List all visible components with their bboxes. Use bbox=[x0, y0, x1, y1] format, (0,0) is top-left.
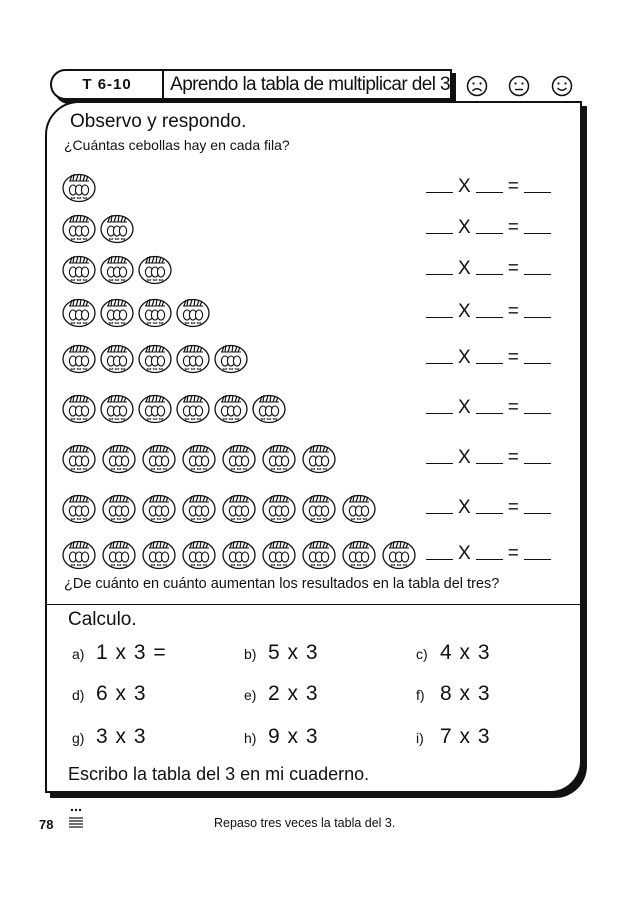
onion-icon bbox=[62, 394, 96, 424]
answer-blank[interactable] bbox=[476, 361, 503, 364]
onion-icon bbox=[100, 214, 134, 244]
calc-item-label: d) bbox=[72, 687, 85, 703]
onion-icon bbox=[138, 344, 172, 374]
calc-item-label: h) bbox=[244, 730, 257, 746]
answer-blank[interactable] bbox=[476, 231, 503, 234]
equals-sign: = bbox=[507, 217, 519, 238]
onion-icon bbox=[182, 540, 216, 570]
onion-icon bbox=[214, 344, 248, 374]
multiplication-equation bbox=[426, 543, 551, 565]
onion-row bbox=[62, 344, 442, 374]
calc-item-label: a) bbox=[72, 646, 85, 662]
onion-icon bbox=[182, 494, 216, 524]
answer-blank[interactable] bbox=[476, 272, 503, 275]
times-sign: X bbox=[458, 447, 471, 468]
calc-title: Calculo. bbox=[68, 609, 137, 630]
multiplication-equation bbox=[426, 217, 551, 239]
answer-blank[interactable] bbox=[426, 411, 453, 414]
onion-icon bbox=[176, 298, 210, 328]
onion-row bbox=[62, 214, 442, 244]
answer-blank[interactable] bbox=[476, 190, 503, 193]
onion-icon bbox=[214, 394, 248, 424]
onion-icon bbox=[100, 394, 134, 424]
answer-blank[interactable] bbox=[524, 272, 551, 275]
onion-icon bbox=[102, 494, 136, 524]
answer-blank[interactable] bbox=[426, 361, 453, 364]
neutral-face-icon[interactable] bbox=[508, 75, 530, 97]
times-sign: X bbox=[458, 397, 471, 418]
multiplication-equation bbox=[426, 258, 551, 280]
equals-sign: = bbox=[507, 497, 519, 518]
onion-icon bbox=[100, 344, 134, 374]
answer-blank[interactable] bbox=[426, 231, 453, 234]
onion-row bbox=[62, 494, 442, 524]
onion-icon bbox=[382, 540, 416, 570]
answer-blank[interactable] bbox=[476, 315, 503, 318]
times-sign: X bbox=[458, 347, 471, 368]
multiplication-equation bbox=[426, 497, 551, 519]
divider bbox=[47, 604, 580, 605]
onion-icon bbox=[62, 494, 96, 524]
onion-icon bbox=[142, 494, 176, 524]
onion-icon bbox=[342, 494, 376, 524]
calc-item-expression: 2 x 3 bbox=[268, 682, 319, 705]
onion-icon bbox=[142, 444, 176, 474]
calc-item bbox=[244, 641, 319, 665]
happy-face-icon[interactable] bbox=[551, 75, 573, 97]
onion-icon bbox=[102, 540, 136, 570]
calc-item-label: g) bbox=[72, 730, 85, 746]
onion-icon bbox=[302, 494, 336, 524]
calc-item-label: i) bbox=[416, 730, 424, 746]
equals-sign: = bbox=[507, 258, 519, 279]
abacus-icon bbox=[68, 806, 84, 832]
onion-row bbox=[62, 298, 442, 328]
onion-icon bbox=[182, 444, 216, 474]
answer-blank[interactable] bbox=[476, 461, 503, 464]
equals-sign: = bbox=[507, 347, 519, 368]
answer-blank[interactable] bbox=[426, 190, 453, 193]
multiplication-equation bbox=[426, 397, 551, 419]
multiplication-equation bbox=[426, 301, 551, 323]
section-question: ¿Cuántas cebollas hay en cada fila? bbox=[64, 137, 290, 153]
onion-row bbox=[62, 394, 442, 424]
answer-blank[interactable] bbox=[524, 315, 551, 318]
onion-row bbox=[62, 255, 442, 285]
answer-blank[interactable] bbox=[476, 411, 503, 414]
answer-blank[interactable] bbox=[476, 511, 503, 514]
answer-blank[interactable] bbox=[524, 361, 551, 364]
calc-item bbox=[72, 682, 147, 706]
answer-blank[interactable] bbox=[426, 557, 453, 560]
answer-blank[interactable] bbox=[426, 315, 453, 318]
calc-item-label: b) bbox=[244, 646, 257, 662]
calc-item-expression: 9 x 3 bbox=[268, 725, 319, 748]
onion-icon bbox=[342, 540, 376, 570]
onion-icon bbox=[100, 298, 134, 328]
equals-sign: = bbox=[507, 301, 519, 322]
calc-item-expression: 7 x 3 bbox=[440, 725, 491, 748]
answer-blank[interactable] bbox=[524, 557, 551, 560]
times-sign: X bbox=[458, 258, 471, 279]
calc-item-label: c) bbox=[416, 646, 428, 662]
onion-icon bbox=[262, 444, 296, 474]
lesson-title: Aprendo la tabla de multiplicar del 3 bbox=[170, 73, 450, 95]
calc-item bbox=[416, 641, 491, 665]
onion-icon bbox=[222, 540, 256, 570]
times-sign: X bbox=[458, 217, 471, 238]
calc-item-expression: 1 x 3 = bbox=[96, 641, 167, 664]
answer-blank[interactable] bbox=[524, 411, 551, 414]
onion-icon bbox=[102, 444, 136, 474]
answer-blank[interactable] bbox=[426, 272, 453, 275]
onion-icon bbox=[62, 298, 96, 328]
answer-blank[interactable] bbox=[476, 557, 503, 560]
onion-icon bbox=[62, 173, 96, 203]
onion-icon bbox=[62, 540, 96, 570]
onion-icon bbox=[252, 394, 286, 424]
homework-instruction: Escribo la tabla del 3 en mi cuaderno. bbox=[68, 764, 370, 784]
header-bar bbox=[50, 69, 452, 100]
answer-blank[interactable] bbox=[426, 511, 453, 514]
calc-item-label: f) bbox=[416, 687, 425, 703]
multiplication-equation bbox=[426, 447, 551, 469]
answer-blank[interactable] bbox=[524, 231, 551, 234]
pattern-question: ¿De cuánto en cuánto aumentan los resultados en la tabla del tres? bbox=[64, 576, 500, 592]
onion-icon bbox=[302, 444, 336, 474]
answer-blank[interactable] bbox=[426, 461, 453, 464]
equals-sign: = bbox=[507, 447, 519, 468]
onion-icon bbox=[262, 494, 296, 524]
onion-icon bbox=[138, 394, 172, 424]
times-sign: X bbox=[458, 176, 471, 197]
onion-icon bbox=[138, 298, 172, 328]
calc-item-label: e) bbox=[244, 687, 257, 703]
answer-blank[interactable] bbox=[524, 511, 551, 514]
onion-row bbox=[62, 444, 442, 474]
page-note: Repaso tres veces la tabla del 3. bbox=[214, 816, 396, 830]
onion-icon bbox=[62, 444, 96, 474]
times-sign: X bbox=[458, 497, 471, 518]
equals-sign: = bbox=[507, 543, 519, 564]
onion-icon bbox=[222, 494, 256, 524]
multiplication-equation bbox=[426, 176, 551, 198]
equals-sign: = bbox=[507, 176, 519, 197]
onion-icon bbox=[222, 444, 256, 474]
equals-sign: = bbox=[507, 397, 519, 418]
calc-item bbox=[416, 682, 491, 706]
calc-item-expression: 4 x 3 bbox=[440, 641, 491, 664]
onion-icon bbox=[100, 255, 134, 285]
lesson-code: T 6-10 bbox=[52, 71, 164, 98]
onion-icon bbox=[302, 540, 336, 570]
calc-item-expression: 6 x 3 bbox=[96, 682, 147, 705]
calc-item-expression: 3 x 3 bbox=[96, 725, 147, 748]
onion-icon bbox=[62, 214, 96, 244]
calc-item bbox=[244, 725, 319, 749]
onion-icon bbox=[176, 394, 210, 424]
answer-blank[interactable] bbox=[524, 461, 551, 464]
calc-item bbox=[72, 641, 167, 665]
calc-item-expression: 5 x 3 bbox=[268, 641, 319, 664]
onion-icon bbox=[176, 344, 210, 374]
page-number: 78 bbox=[39, 817, 54, 832]
onion-icon bbox=[142, 540, 176, 570]
calc-item bbox=[72, 725, 147, 749]
onion-icon bbox=[138, 255, 172, 285]
section-title: Observo y respondo. bbox=[70, 111, 247, 132]
multiplication-equation bbox=[426, 347, 551, 369]
onion-icon bbox=[62, 255, 96, 285]
sad-face-icon[interactable] bbox=[466, 75, 488, 97]
times-sign: X bbox=[458, 301, 471, 322]
onion-icon bbox=[62, 344, 96, 374]
onion-row bbox=[62, 173, 442, 203]
onion-icon bbox=[262, 540, 296, 570]
calc-item-expression: 8 x 3 bbox=[440, 682, 491, 705]
calc-item bbox=[416, 725, 491, 749]
onion-row bbox=[62, 540, 442, 570]
times-sign: X bbox=[458, 543, 471, 564]
answer-blank[interactable] bbox=[524, 190, 551, 193]
calc-item bbox=[244, 682, 319, 706]
